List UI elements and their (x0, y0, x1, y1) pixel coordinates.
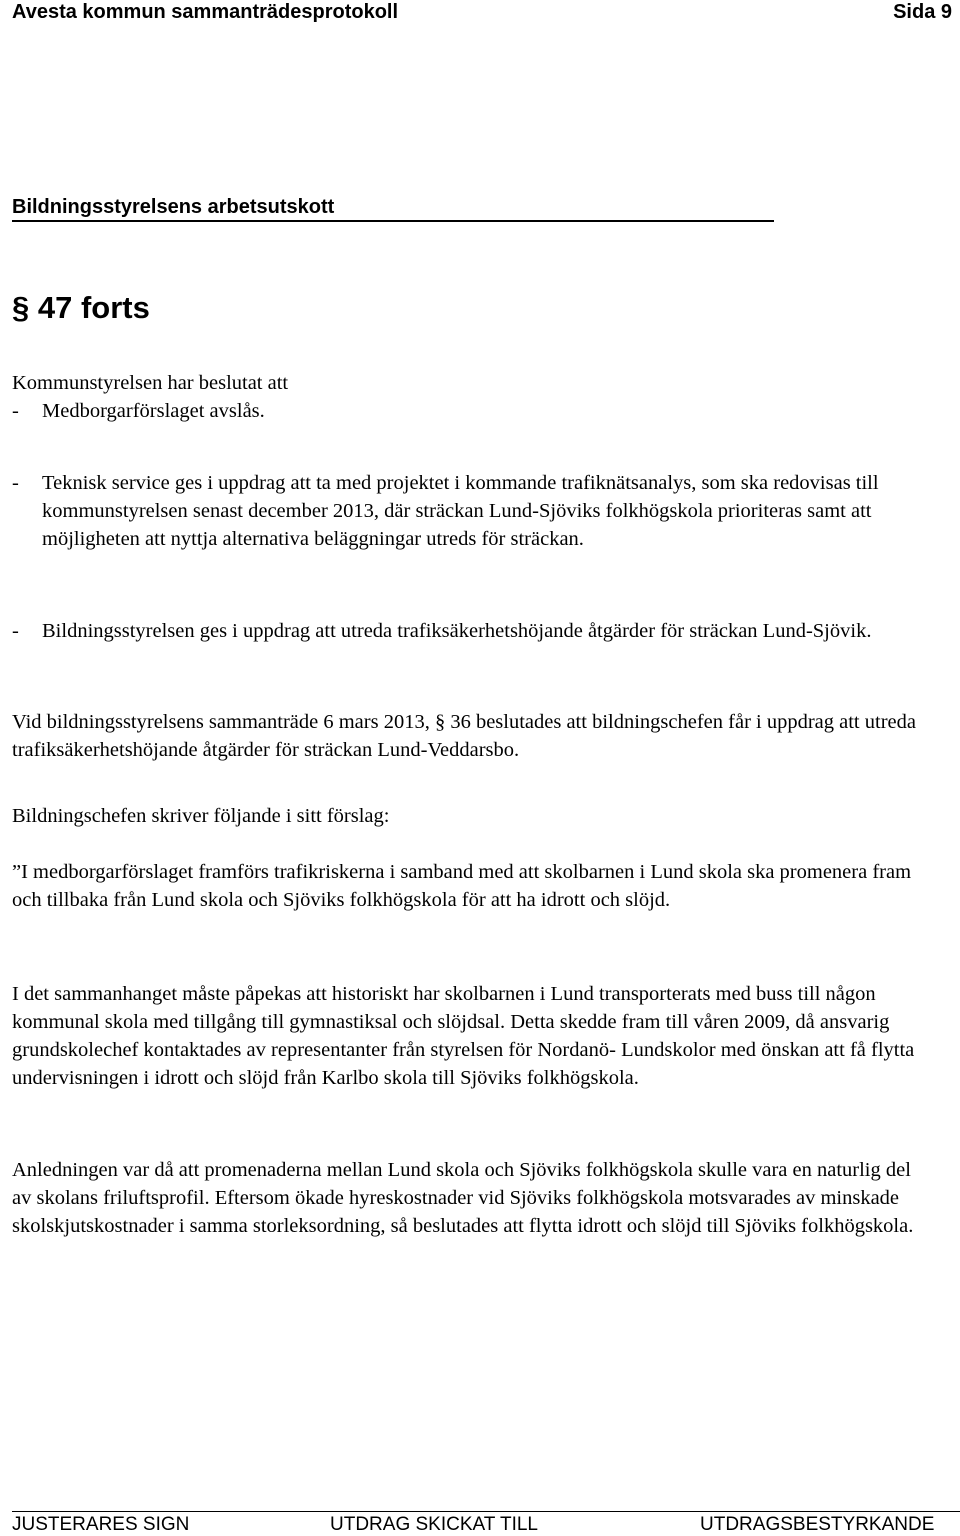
paragraph-quote-risks: ”I medborgarförslaget framförs trafikriskerna i samband med att skolbarnen i Lund skola ska promenera fram och tillbaka från Lund skola och Sjöviks folkhögskola för att ha idrott och slöjd. (12, 861, 912, 911)
committee-underline (12, 220, 774, 222)
footer-divider (12, 1511, 960, 1512)
paragraph-reason: Anledningen var då att promenaderna mellan Lund skola och Sjöviks folkhögskola skulle vara en naturlig del av skolans friluftsprofil. Eftersom ökade hyreskostnader vid Sjöviks folkhögskola motsvarades av minskade skolskjutskostnader i samma storleksordning, så beslutades att flytta idrott och slöjd till Sjöviks folkhögskola. (12, 1159, 914, 1237)
decision-item-text: Bildningsstyrelsen ges i uppdrag att utreda trafiksäkerhetshöjande åtgärder för sträckan Lund-Sjövik. (42, 620, 872, 642)
dash-marker: - (12, 400, 19, 422)
decision-item (12, 397, 932, 425)
paragraph-history: I det sammanhanget måste påpekas att historiskt har skolbarnen i Lund transporterats med buss till någon kommunal skola med tillgång till gymnastiksal och slöjdsal. Detta skedde fram till våren 2009, då ansvarig grundskolechef kontaktades av representanter från styrelsen för Nordanö- Lundskolor med önskan att få flytta undervisningen i idrott och slöjd från Karlbo skola till Sjöviks folkhögskola. (12, 983, 915, 1089)
decision-intro: Kommunstyrelsen har beslutat att (12, 372, 289, 394)
page-number: Sida 9 (893, 1, 952, 23)
footer-utdrag-skickat-till: UTDRAG SKICKAT TILL (330, 1514, 538, 1535)
dash-marker: - (12, 620, 19, 642)
dash-marker: - (12, 472, 19, 494)
committee-name: Bildningsstyrelsens arbetsutskott (12, 196, 335, 218)
footer-justerares-sign: JUSTERARES SIGN (12, 1514, 190, 1535)
footer-utdragsbestyrkande: UTDRAGSBESTYRKANDE (700, 1514, 935, 1535)
decision-item-text: Teknisk service ges i uppdrag att ta med projektet i kommande trafiknätsanalys, som ska redovisas till kommunstyrelsen senast december 2013, där sträckan Lund-Sjöviks folkhögskola prioriteras samt att möjligheten att nyttja alternativa beläggningar utreds för sträckan. (42, 472, 879, 550)
decision-item (12, 469, 932, 553)
section-title: § 47 forts (12, 290, 150, 325)
decision-item-text: Medborgarförslaget avslås. (42, 400, 265, 422)
paragraph-meeting-reference: Vid bildningsstyrelsens sammanträde 6 mars 2013, § 36 beslutades att bildningschefen får i uppdrag att utreda trafiksäkerhetshöjande åtgärder för sträckan Lund-Veddarsbo. (12, 711, 916, 761)
document-header-title: Avesta kommun sammanträdesprotokoll (12, 1, 399, 23)
decision-item (12, 617, 932, 645)
paragraph-proposal-intro: Bildningschefen skriver följande i sitt förslag: (12, 805, 390, 827)
